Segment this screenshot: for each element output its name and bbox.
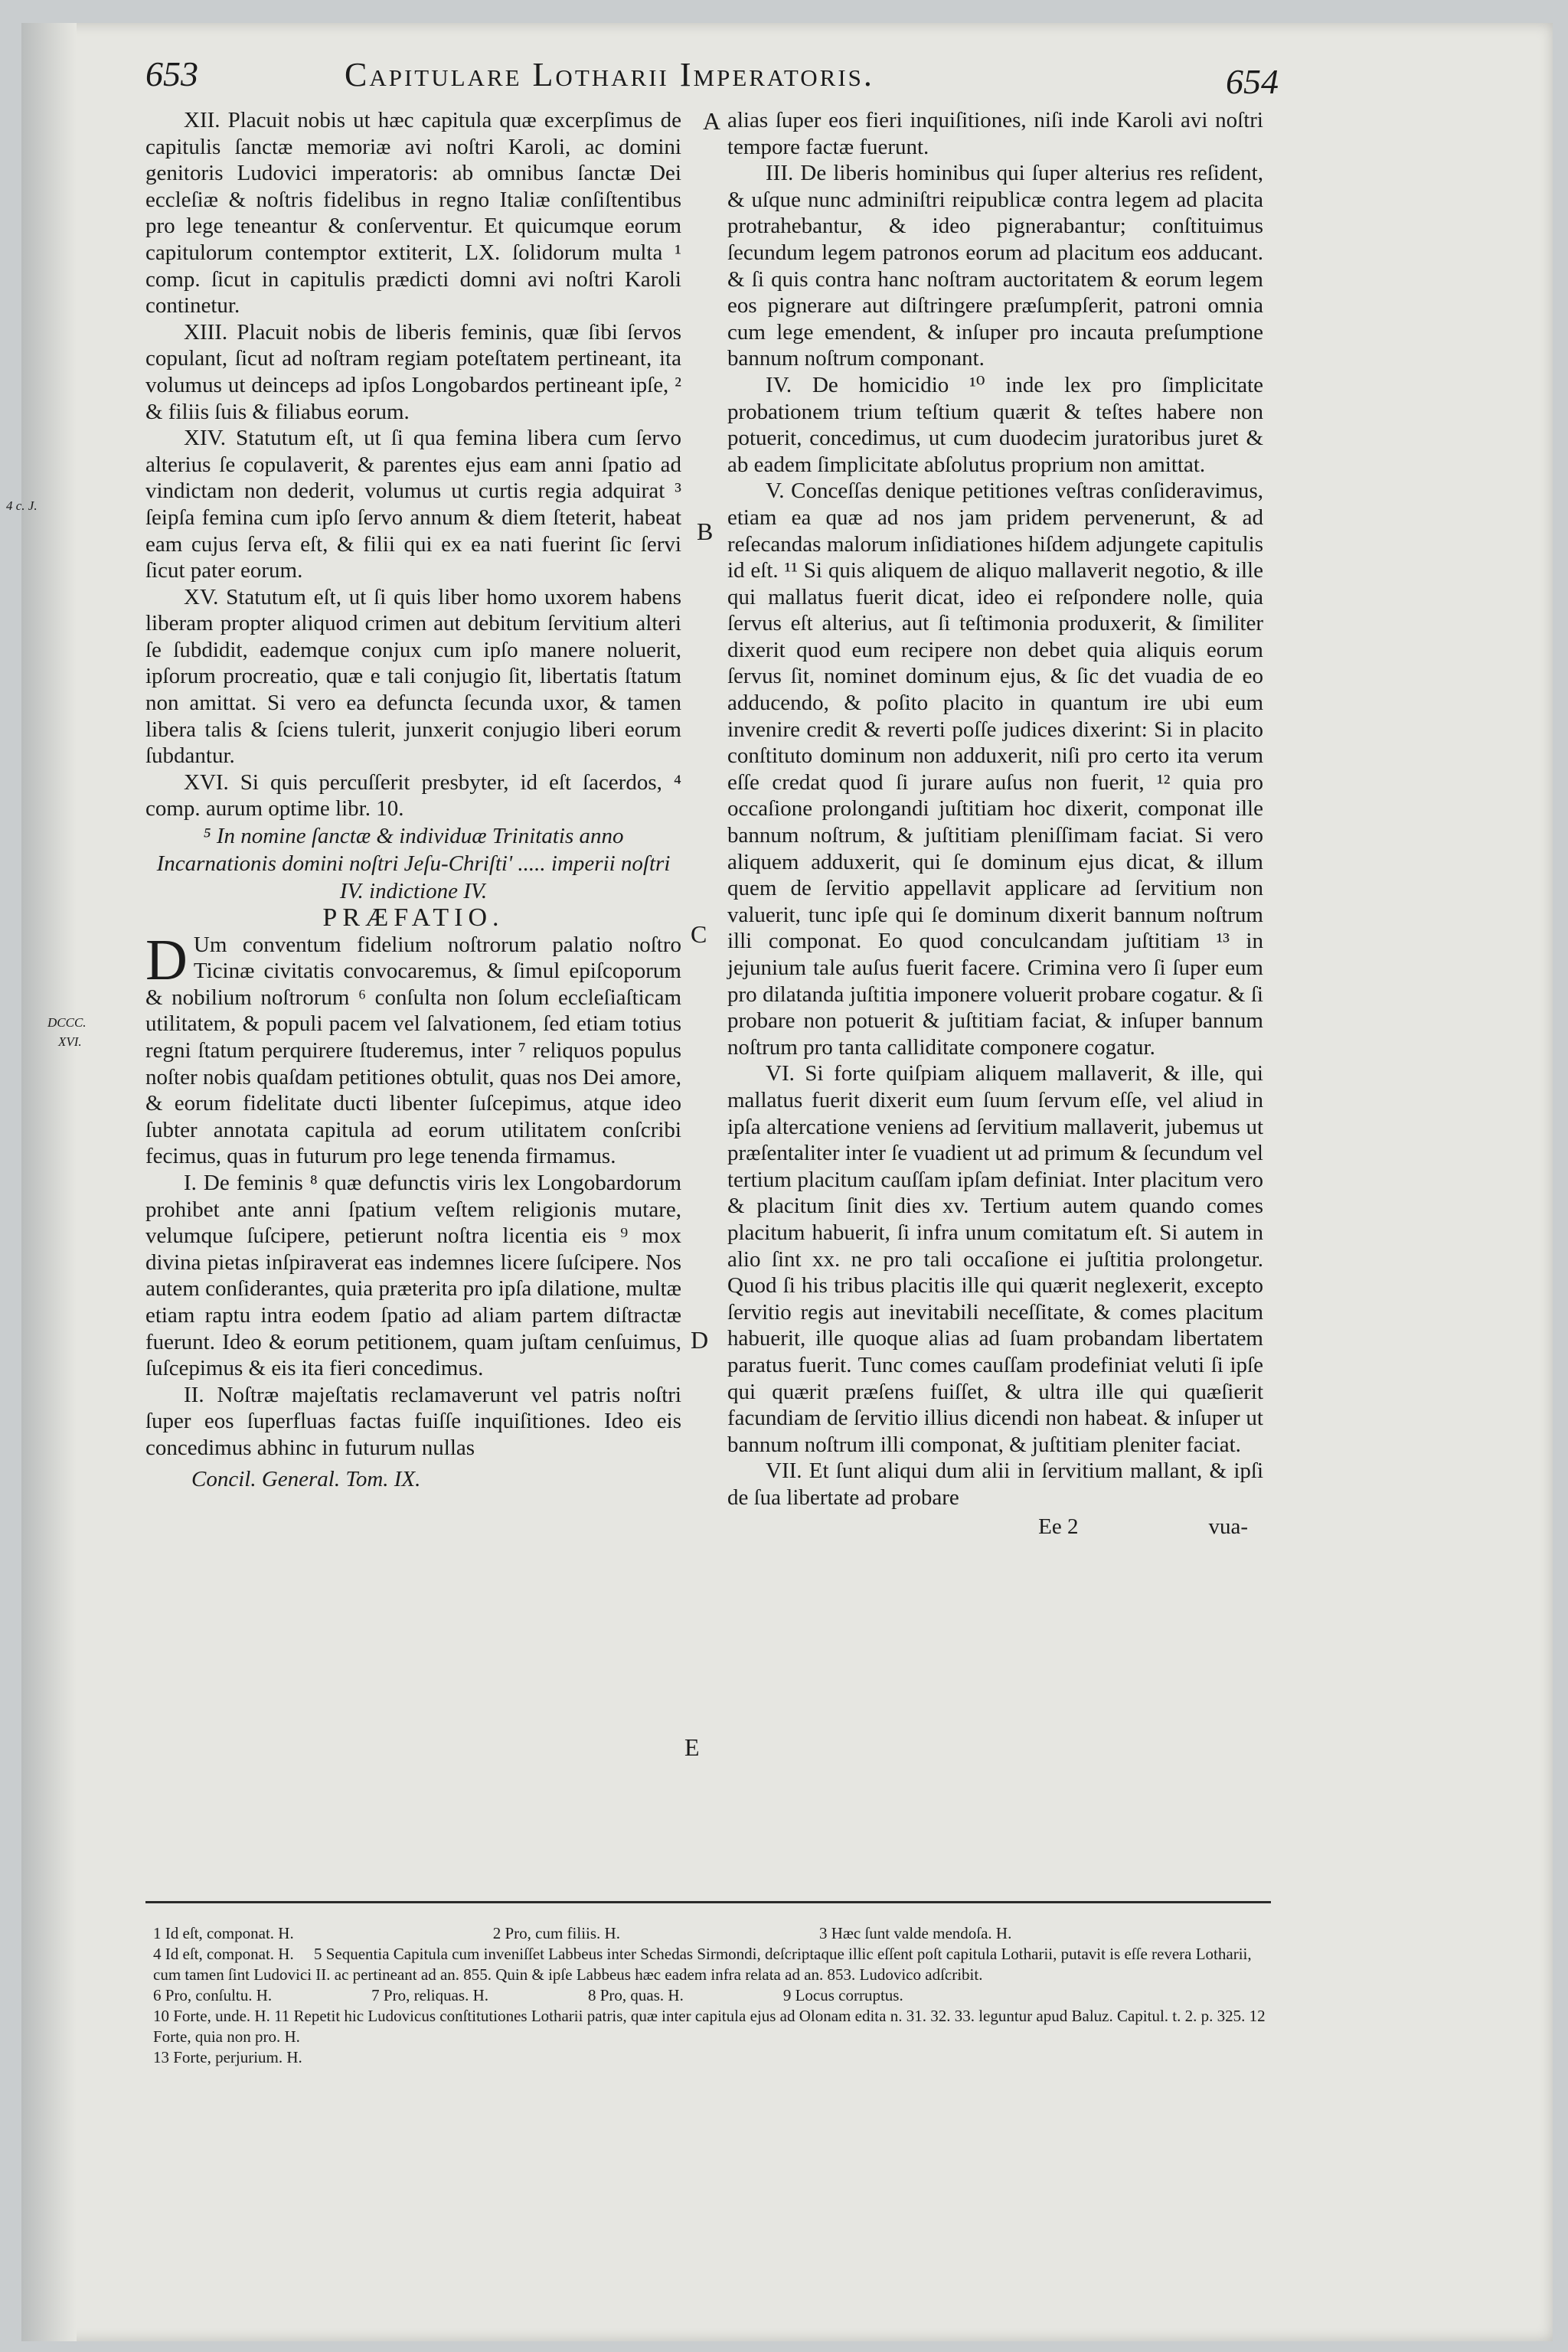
paragraph: VI. Si forte quiſpiam aliquem mallaverit, & ille, qui mallatus fuerit dixerit eum ſuum ſervum eſſe, vel aliud in ipſa altercatione veniens ad ſervitium mallaverit, jubemus ut præſentaliter inter ſe vuadient ut ad primum & ſecundum vel tertium placitum cauſſam ipſam definiat. Inter placitum vero & placitum ſinit dies xv. Tertium autem quando comes placitum habuerit, ſi infra unum comitatum eſt. Si autem in alio ſint xx. ne pro tali occaſione ei juſtitia prolongetur. Quod ſi his tribus placitis ille qui quærit neglexerit, excepto ſervitio regis aut inevitabili neceſſitate, & comes placitum habuerit, ille quoque alias ad ſuam probandam libertatem paratus fuerit. Tunc comes cauſſam prodefiniat veluti ſi ipſe qui quærit præſens fuiſſet, & ultra ille qui quæſierit facundiam de ſervitio illius dicendi non habeat. & inſuper ut bannum noſtrum illi componat, & juſtitiam pleniter faciat. — [727, 1061, 1263, 1457]
footnote: 1 Id eſt, componat. H. — [153, 1924, 294, 1942]
footnote: 6 Pro, conſultu. H. — [153, 1986, 273, 2004]
footnote: 13 Forte, perjurium. H. — [153, 2048, 302, 2066]
section-marker-d: D — [691, 1326, 709, 1354]
section-marker-a: A — [703, 107, 721, 135]
page-number-left: 653 — [145, 54, 198, 93]
invocation: ⁵ In nomine ſanctæ & individuæ Trinitatis anno Incarnationis domini noſtri Jeſu-Chriſti' ..... imperii noſtri IV. indictione IV. — [156, 824, 671, 904]
paragraph: alias ſuper eos fieri inquiſitiones, niſi inde Karoli avi noſtri tempore factæ fuerunt. — [727, 108, 1263, 159]
page-number-right: 654 — [1226, 62, 1279, 101]
footnote-row — [153, 1944, 1271, 1985]
left-column — [145, 107, 681, 1492]
catchword: vua- — [1208, 1514, 1248, 1540]
right-column — [727, 107, 1263, 1540]
footnote: 8 Pro, quas. H. — [588, 1986, 684, 2004]
column-foot — [145, 1466, 681, 1493]
paragraph: VII. Et ſunt aliqui dum alii in ſervitium mallant, & ipſi de ſua libertate ad probare — [727, 1459, 1263, 1510]
praefatio-heading: PRÆFATIO. — [322, 903, 505, 933]
paragraph: XVI. Si quis percuſſerit presbyter, id eſt ſacerdos, ⁴ comp. aurum optime libr. 10. — [145, 769, 681, 822]
drop-cap-initial: D — [145, 927, 188, 992]
paragraph: XIII. Placuit nobis de liberis feminis, quæ ſibi ſervos copulant, ſicut ad noſtram regiam poteſtatem pertineant, ita volumus ut deinceps ad ipſos Longobardos pertineant ipſe, ² & filiis ſuis & filiabus eorum. — [145, 319, 681, 424]
section-marker-c: C — [691, 920, 707, 948]
margin-note: DCCC. — [47, 1015, 87, 1030]
paragraph: II. Noſtræ majeſtatis reclamaverunt vel patris noſtri ſuper eos ſuperfluas factas fuiſſe inquiſitiones. Ideo eis concedimus abhinc in futurum nullas — [145, 1382, 681, 1460]
running-title: Capitulare Lotharii Imperatoris. — [345, 56, 874, 93]
footnote: 7 Pro, reliquas. H. — [371, 1986, 488, 2004]
footnote: 5 Sequentia Capitula cum inveniſſet Labbeus inter Schedas Sirmondi, deſcriptaque illic eſſent poſt capitula Lotharii, putavit is eſſe revera Lotharii, cum tamen ſint Ludovici II. ac pertineant ad an. 855. Quin & ipſe Labbeus hæc eadem infra relata ad an. 853. Ludovico adſcribit. — [153, 1945, 1252, 1984]
paragraph: XIV. Statutum eſt, ut ſi qua femina libera cum ſervo alterius ſe copulaverit, & parentes ejus eam anni ſpatio ad vindictam non dederit, volumus ut curtis regia adquirat ³ ſeipſa femina cum ipſo ſervo annum & diem ſteterit, habeat eam cujus ſerva eſt, & filii qui ex ea nati fuerint ſic ſervi ſicut pater eorum. — [145, 426, 681, 583]
footnotes — [153, 1923, 1271, 2068]
volume-reference: Concil. General. Tom. IX. — [191, 1466, 421, 1491]
footnote: 2 Pro, cum filiis. H. — [492, 1924, 620, 1942]
footnote: 3 Hæc ſunt valde mendoſa. H. — [818, 1924, 1012, 1942]
running-header — [145, 54, 1279, 107]
footnote: 9 Locus corruptus. — [782, 1986, 903, 2004]
binding-gutter — [21, 23, 77, 2341]
footnote-rule — [145, 1901, 1271, 1903]
footnote: 4 Id eſt, componat. H. — [153, 1945, 294, 1963]
paragraph-text: Um conventum fidelium noſtrorum palatio noſtro Ticinæ civitatis convocaremus, & ſimul epiſcoporum & nobilium noſtrorum ⁶ conſulta non ſolum eccleſiaſticam utilitatem, & populi pacem vel ſalvationem, ſed etiam totius regni ſtatum perquirere ſtuderemus, inter ⁷ reliquos populus noſter nobis quaſdam petitiones obtulit, quas nos Dei amore, & eorum fidelitate ducti libenter ſuſcepimus, atque ideo ſubter annotata capitula ad eorum utilitatem conſcribi fecimus, quas in futurum pro lege tenenda firmamus. — [145, 932, 681, 1169]
section-marker-b: B — [697, 518, 714, 545]
paragraph: III. De liberis hominibus qui ſuper alterius res reſident, & uſque nunc adminiſtri reipublicæ contra legem ad placita protrahebantur, & ideo pignerabantur; conſtituimus ſecundum legem patronos eorum ad placitum eos adducant. & ſi quis contra hanc noſtram auctoritatem & eorum legem eos pignerare aut diſtringere præſumpſerit, patroni omnia cum lege emendent, & inſuper pro incauta preſumptione bannum noſtrum componant. — [727, 161, 1263, 371]
signature-mark: Ee 2 — [1038, 1514, 1079, 1540]
section-marker-e: E — [684, 1733, 700, 1761]
paragraph: XV. Statutum eſt, ut ſi quis liber homo uxorem habens liberam propter aliquod crimen aut debitum ſervitium alteri ſe ſubdidit, eademque conjux cum ipſo manere noluerit, ipſorum procreatio, quæ e tali conjugio ſit, libertatis ſtatum non amittat. Si vero ea defuncta ſecunda uxor, & tamen libera talis & ſciens tulerit, junxerit conjugio liberi eorum ſubdantur. — [145, 584, 681, 769]
footnote: 10 Forte, unde. H. 11 Repetit hic Ludovicus conſtitutiones Lotharii patris, quæ inter capitula ejus ad Olonam edita n. 31. 32. 33. leguntur apud Baluz. Capitul. t. 2. p. 325. 12 Forte, quia non pro. H. — [153, 2007, 1266, 2046]
paragraph — [145, 927, 681, 1170]
margin-note: 4 c. J. — [6, 498, 38, 513]
paragraph: XII. Placuit nobis ut hæc capitula quæ excerpſimus de capitulis ſanctæ memoriæ avi noſtri Karoli, ac domini genitoris Ludovici imperatoris: ab omnibus ſanctæ Dei eccleſiæ & noſtris fidelibus in regno Italiæ conſiſtentibus pro lege teneantur & conſerventur. Et quicumque eorum capitulorum contemptor extiterit, LX. ſolidorum multa ¹ comp. ſicut in capitulis prædicti domni avi noſtri Karoli continetur. — [145, 108, 681, 318]
margin-note: XVI. — [58, 1034, 82, 1049]
footnote-row — [153, 1923, 1271, 1944]
column-foot — [727, 1514, 1263, 1540]
footnote-row — [153, 1985, 1271, 2006]
paragraph: V. Conceſſas denique petitiones veſtras conſideravimus, etiam ea quæ ad nos jam pridem pervenerunt, & ad reſecandas malorum inſidiationes hiſdem adjungete capitulis id eſt. ¹¹ Si quis aliquem de aliquo mallaverit negotio, & ille qui mallatus fuerit dicat, ideo ei reſpondere nolle, quia ſervus eſt alterius, aut ſi teſtimonia produxerit, & ſimiliter dixerit quod eum recipere non debet quia aliquis eorum ſervus ſit, nominet dominum ejus, & ſic det vuadia de eo adducendo, & poſito placito in quantum ire ubi eum invenire credit & reverti poſſe judices dixerint: Si in placito conſtituto dominum non adduxerit, niſi pro certo ita verum eſſe credat quod ſi jurare auſus non fuerit, ¹² quia pro occaſione prolongandi juſtitiam hoc dixerit, componat ille bannum noſtrum, & juſtitiam pleniſſimam faciat. Si vero aliquem adduxerit, qui ſe dominum ejus dicat, & illum quem de ſervitio appellavit applicare ad ſervitium non valuerit, tunc ipſe qui ſe dominum dixerit bannum noſtrum illi componat. Eo quod conculcandam juſtitiam ¹³ in jejunium tale auſus fuerit facere. Crimina vero ſi ſuper eum pro dilatanda juſtitia imponere voluerit probare cogatur. & ſi probare non potuerit & juſtitiam faciat, & inſuper bannum noſtrum pro tanta calliditate componere cogatur. — [727, 479, 1263, 1060]
paragraph: IV. De homicidio ¹⁰ inde lex pro ſimplicitate probationem trium teſtium quærit & teſtes habere non potuerit, concedimus, ut cum duodecim juratoribus juret & ab eadem ſimplicitate abſolutus proprium non amittat. — [727, 372, 1263, 477]
paragraph: I. De feminis ⁸ quæ defunctis viris lex Longobardorum prohibet ante anni ſpatium veſtem religionis mutare, velumque ſuſcipere, petierunt noſtra licentia eis ⁹ mox divina pietas inſpiraverat eas indemnes licere ſuſcipere. Nos autem conſiderantes, quia præterita pro ipſa dilatione, multæ etiam raptu intra eodem ſpatio ad aliam partem diſtractæ fuerunt. Ideo & eorum petitionem, quam juſtam cenſuimus, ſuſcepimus & eis ita fieri concedimus. — [145, 1170, 681, 1381]
